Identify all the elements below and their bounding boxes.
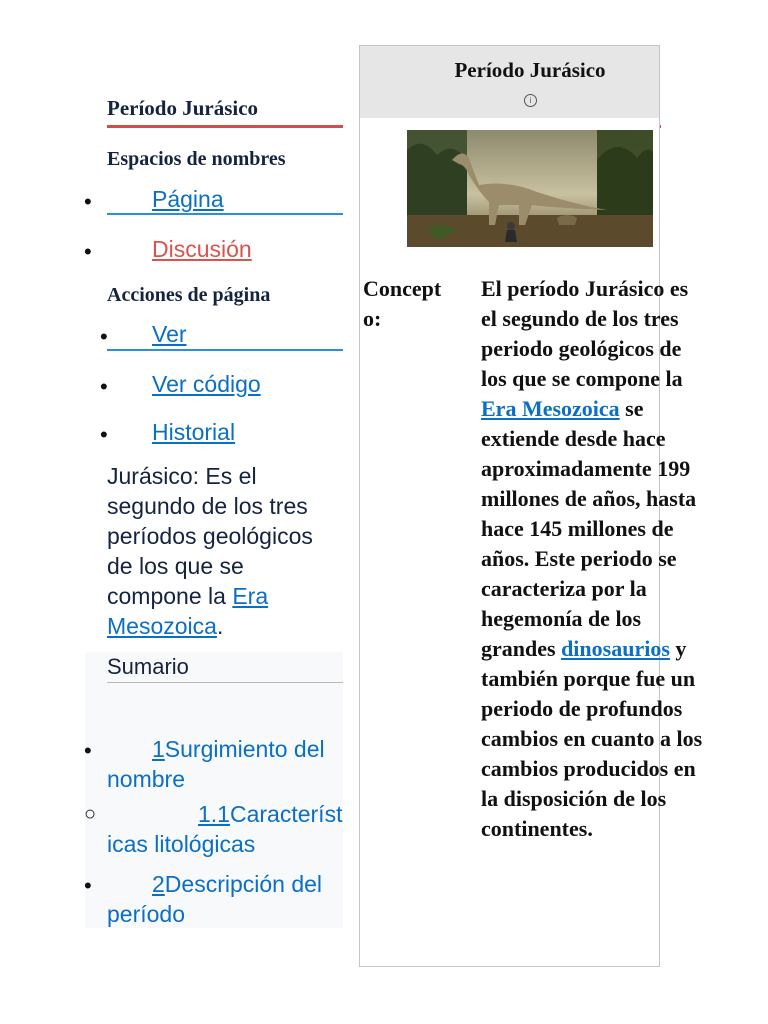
link-era-mesozoica-infobox[interactable]: Era Mesozoica <box>481 396 620 421</box>
toc-divider <box>107 682 343 683</box>
dinosaur-image <box>407 130 653 247</box>
concept-value: El período Jurásico es el segundo de los tres periodo geológicos de los que se compone la Era Mesozoica se extiende desde hace aproximadamente 199 millones de años, hasta hace 145 millones de años. Este periodo se caracteriza por la hegemonía de los grandes dinosaurios y también porque fue un periodo de profundos cambios en cuanto a los cambios producidos en la disposición de los continentes. <box>481 276 703 841</box>
link-dinosaurios[interactable]: dinosaurios <box>561 636 670 661</box>
toc-item-1-1[interactable]: 1.1Características litológicas <box>107 801 343 857</box>
active-tab-underline <box>107 213 343 215</box>
nav-link-ver-codigo[interactable]: Ver código <box>152 371 261 397</box>
nav-link-pagina[interactable]: Página <box>152 186 224 212</box>
list-bullet: • <box>84 873 92 898</box>
list-bullet-sub: ○ <box>84 803 97 825</box>
infobox <box>359 45 703 967</box>
page-title: Período Jurásico <box>107 96 259 120</box>
list-bullet: • <box>100 422 108 447</box>
nav-link-ver[interactable]: Ver <box>152 321 187 347</box>
list-bullet: • <box>84 189 92 214</box>
intro-paragraph: Jurásico: Es el segundo de los tres períodos geológicos de los que se compone la Era Mesozoica. <box>107 463 313 639</box>
title-underline <box>107 125 343 128</box>
infobox-title: Período Jurásico <box>454 58 606 82</box>
nav-link-discusion[interactable]: Discusión <box>152 236 252 262</box>
active-action-underline <box>107 349 343 351</box>
dinosaur-illustration[interactable] <box>407 130 653 247</box>
actions-heading: Acciones de página <box>107 284 271 306</box>
toc-item-2[interactable]: 2Descripción del período <box>107 871 323 927</box>
list-bullet: • <box>84 239 92 264</box>
toc-title: Sumario <box>107 654 189 679</box>
list-bullet: • <box>84 738 92 763</box>
concept-label: Concepto: <box>363 276 442 331</box>
namespaces-heading: Espacios de nombres <box>107 148 286 170</box>
list-bullet: • <box>100 374 108 399</box>
info-circle-icon[interactable]: i <box>524 94 537 107</box>
nav-link-historial[interactable]: Historial <box>152 419 236 445</box>
list-bullet: • <box>100 324 108 349</box>
toc-item-1[interactable]: 1Surgimiento del nombre <box>107 736 325 792</box>
link-era-mesozoica[interactable]: Era Mesozoica <box>107 583 269 639</box>
